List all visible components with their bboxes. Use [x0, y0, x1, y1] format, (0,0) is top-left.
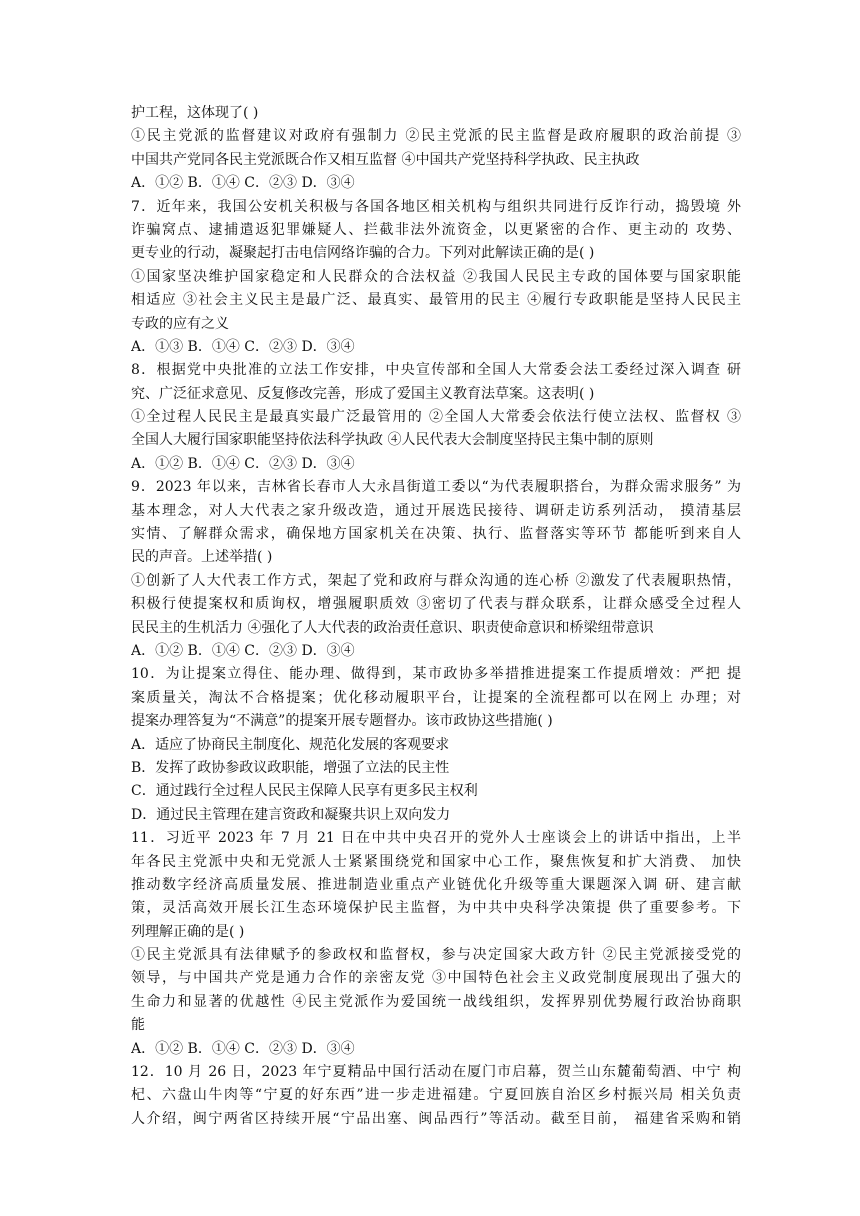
text-line: A．①② B．①④ C．②③ D．③④ — [131, 642, 355, 659]
text-line: ①国家坚决维护国家稳定和人民群众的合法权益 ②我国人民民主专政的国体要与国家职能 — [131, 268, 741, 285]
text-line: 更专业的行动，凝聚起打击电信网络诈骗的合力。下列对此解读正确的是( ) — [131, 245, 595, 262]
text-line: 案质量关，淘汰不合格提案；优化移动履职平台，让提案的全流程都可以在网上 办理；对 — [131, 689, 741, 706]
text-line: 专政的应有之义 — [131, 315, 229, 332]
text-line: 年各民主党派中央和无党派人士紧紧围绕党和国家中心工作，聚焦恢复和扩大消费、 加快 — [131, 853, 741, 870]
text-line: 生命力和显著的优越性 ④民主党派作为爱国统一战线组织，发挥界别优势履行政治协商职 — [131, 993, 741, 1010]
text-line: 7．近年来，我国公安机关积极与各国各地区相关机构与组织共同进行反诈行动，捣毁境 外 — [131, 198, 741, 215]
text-line: A．①② B．①④ C．②③ D．③④ — [131, 455, 355, 472]
text-line: 杞、六盘山牛肉等“宁夏的好东西”进一步走进福建。宁夏回族自治区乡村振兴局 相关负责 — [131, 1087, 741, 1104]
text-line: ①民主党派的监督建议对政府有强制力 ②民主党派的民主监督是政府履职的政治前提 ③ — [131, 128, 741, 145]
text-line: 基本理念，对人大代表之家升级改造，通过开展选民接待、调研走访系列活动， 摸清基层 — [131, 502, 741, 519]
text-line: 领导，与中国共产党是通力合作的亲密友党 ③中国特色社会主义政党制度展现出了强大的 — [131, 970, 741, 987]
text-line: 9．2023 年以来，吉林省长春市人大永昌街道工委以“为代表履职搭台，为群众需求服务” 为 — [131, 479, 741, 496]
text-line: ①创新了人大代表工作方式，架起了党和政府与群众沟通的连心桥 ②激发了代表履职热情， — [131, 572, 741, 589]
text-line: 全国人大履行国家职能坚持依法科学执政 ④人民代表大会制度坚持民主集中制的原则 — [131, 432, 654, 449]
text-line: ①全过程人民民主是最真实最广泛最管用的 ②全国人大常委会依法行使立法权、监督权 ③ — [131, 409, 741, 426]
text-line: A．①② B．①④ C．②③ D．③④ — [131, 1040, 355, 1057]
text-line: 相适应 ③社会主义民主是最广泛、最真实、最管用的民主 ④履行专政职能是坚持人民民主 — [131, 292, 741, 309]
text-line: A．①② B．①④ C．②③ D．③④ — [131, 175, 355, 192]
text-line: 能 — [131, 1017, 145, 1034]
text-line: 积极行使提案权和质询权，增强履职质效 ③密切了代表与群众联系，让群众感受全过程人 — [131, 596, 741, 613]
text-line: 诈骗窝点、逮捕遣返犯罪嫌疑人、拦截非法外流资金，以更紧密的合作、更主动的 攻势、 — [131, 221, 741, 238]
text-line: ①民主党派具有法律赋予的参政权和监督权，参与决定国家大政方针 ②民主党派接受党的 — [131, 947, 741, 964]
text-line: 民民主的生机活力 ④强化了人大代表的政治责任意识、职责使命意识和桥梁纽带意识 — [131, 619, 654, 636]
text-line: 11．习近平 2023 年 7 月 21 日在中共中央召开的党外人士座谈会上的讲话中指出，上半 — [131, 830, 741, 847]
text-line: A．①③ B．①④ C．②③ D．③④ — [131, 338, 355, 355]
text-line: B．发挥了政协参政议政职能，增强了立法的民主性 — [131, 759, 450, 776]
text-line: 究、广泛征求意见、反复修改完善，形成了爱国主义教育法草案。这表明( ) — [131, 385, 595, 402]
text-line: 8．根据党中央批准的立法工作安排，中央宣传部和全国人大常委会法工委经过深入调查 研 — [131, 362, 741, 379]
text-line: 护工程，这体现了( ) — [131, 105, 259, 121]
text-line: A．适应了协商民主制度化、规范化发展的客观要求 — [131, 736, 450, 753]
text-line: 10．为让提案立得住、能办理、做得到，某市政协多举措推进提案工作提质增效：严把 提 — [131, 666, 741, 683]
text-line: 中国共产党同各民主党派既合作又相互监督 ④中国共产党坚持科学执政、民主执政 — [131, 151, 640, 168]
text-line: C．通过践行全过程人民民主保障人民享有更多民主权利 — [131, 783, 478, 800]
text-line: 提案办理答复为“不满意”的提案开展专题督办。该市政协这些措施( ) — [131, 713, 553, 730]
text-line: 民的声音。上述举措( ) — [131, 549, 273, 566]
exam-text-block — [131, 102, 741, 1131]
text-line: 推动数字经济高质量发展、推进制造业重点产业链优化升级等重大课题深入调 研、建言献 — [131, 876, 741, 893]
text-line: 实情、了解群众需求，确保地方国家机关在决策、执行、监督落实等环节 都能听到来自人 — [131, 526, 741, 543]
text-line: 列理解正确的是( ) — [131, 923, 245, 940]
text-line: 人介绍，闽宁两省区持续开展“宁品出塞、闽品西行”等活动。截至目前， 福建省采购和销 — [131, 1110, 741, 1127]
text-line: 12．10 月 26 日，2023 年宁夏精品中国行活动在厦门市启幕，贺兰山东麓葡萄酒、中宁 枸 — [131, 1064, 741, 1081]
text-line: 策，灵活高效开展长江生态环境保护民主监督，为中共中央科学决策提 供了重要参考。下 — [131, 900, 741, 917]
text-line: D．通过民主管理在建言资政和凝聚共识上双向发力 — [131, 806, 451, 823]
